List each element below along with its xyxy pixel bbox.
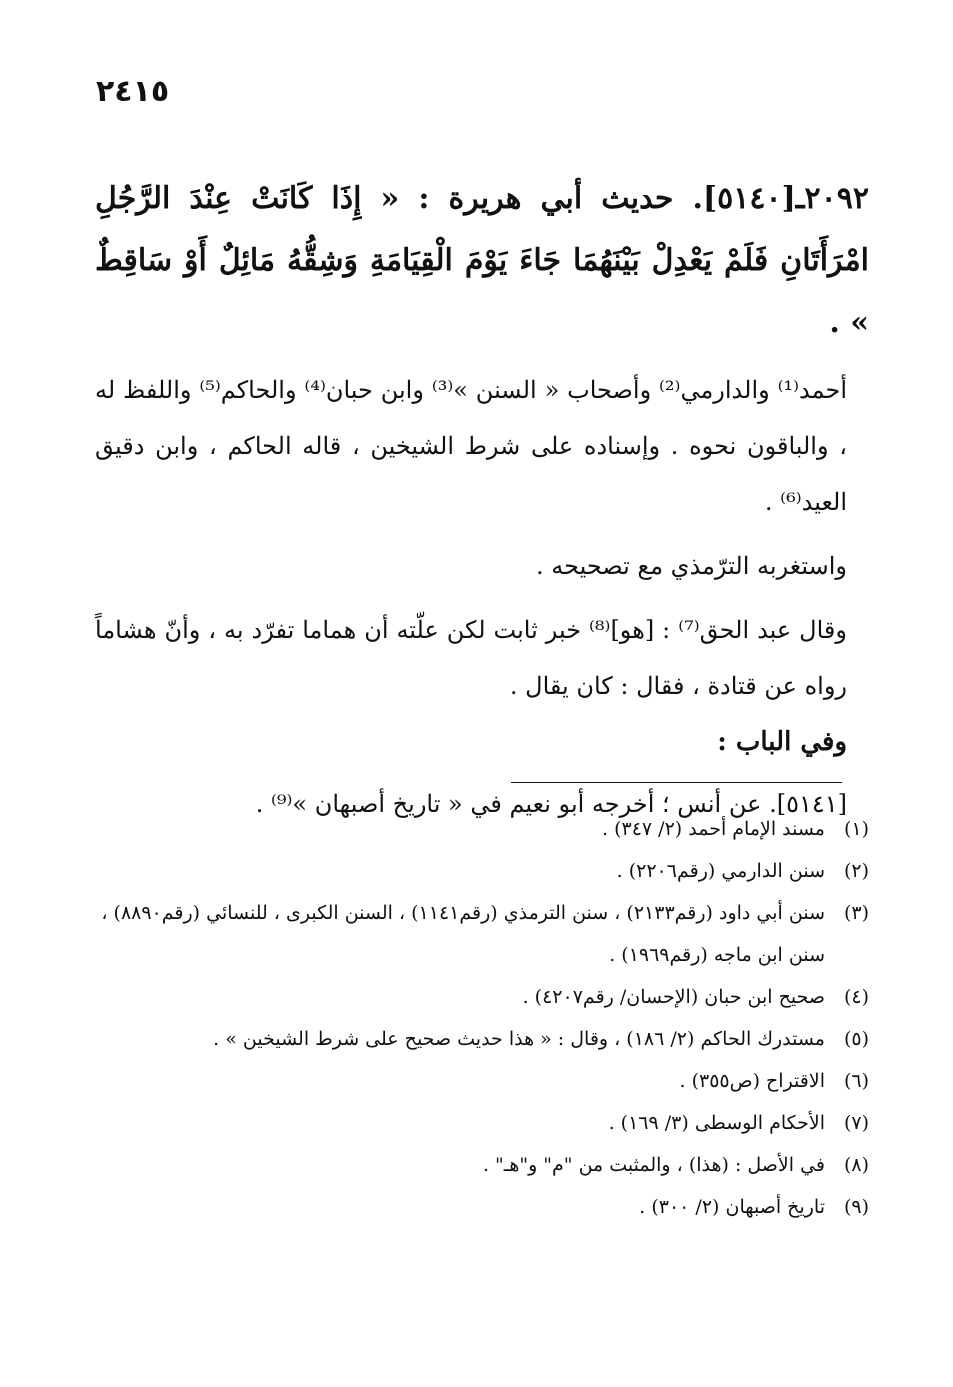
footnote	[89, 976, 869, 1018]
footnote-text: تاريخ أصبهان (٢/ ٣٠٠) .	[639, 1196, 825, 1218]
footnote-number: (٣)	[843, 902, 869, 924]
paragraph: أحمد⁽¹⁾ والدارمي⁽²⁾ وأصحاب « السنن »⁽³⁾ وابن حبان⁽⁴⁾ والحاكم⁽⁵⁾ واللفظ له ، والباقون نحوه . وإسناده على شرط الشيخين ، قاله الحاكم ، وابن دقيق العيد⁽⁶⁾ .	[95, 376, 847, 516]
section-heading: وفي الباب :	[717, 727, 847, 757]
paragraph: وقال عبد الحق⁽⁷⁾ : [هو]⁽⁸⁾ خبر ثابت لكن علّته أن هماما تفرّد به ، وأنّ هشاماً رواه عن قتادة ، فقال : كان يقال .	[95, 616, 847, 700]
section-entry: [٥١٤١]. عن أنس ؛ أخرجه أبو نعيم في « تاريخ أصبهان »⁽⁹⁾ .	[255, 790, 847, 818]
footnote-text: سنن الدارمي (رقم٢٢٠٦) .	[616, 860, 825, 882]
footnote	[89, 892, 869, 976]
hadith-heading: ٢٠٩٢ـ[٥١٤٠]. حديث أبي هريرة : « إِذَا كَانَتْ عِنْدَ الرَّجُلِ امْرَأَتَانِ فَلَمْ يَعْدِلْ بَيْنَهُمَا جَاءَ يَوْمَ الْقِيَامَةِ وَشِقُّهُ مَائِلٌ أَوْ سَاقِطٌ » .	[95, 181, 869, 340]
footnote-number: (٦)	[843, 1070, 869, 1092]
page-number: ٢٤١٥	[96, 74, 170, 109]
footnote-number: (٩)	[843, 1196, 869, 1218]
footnote-text: صحيح ابن حبان (الإحسان/ رقم٤٢٠٧) .	[522, 986, 825, 1008]
footnote-number: (٨)	[843, 1154, 869, 1176]
footnote-text: الأحكام الوسطى (٣/ ١٦٩) .	[608, 1112, 825, 1134]
footnote	[89, 1060, 869, 1102]
footnote	[89, 850, 869, 892]
footnote-text: مستدرك الحاكم (٢/ ١٨٦) ، وقال : « هذا حديث صحيح على شرط الشيخين » .	[213, 1028, 825, 1050]
footnote	[89, 1144, 869, 1186]
footnote-number: (٥)	[843, 1028, 869, 1050]
footnote-text: سنن أبي داود (رقم٢١٣٣) ، سنن الترمذي (رقم١١٤١) ، السنن الكبرى ، للنسائي (رقم٨٨٩٠) ، سنن ابن ماجه (رقم١٩٦٩) .	[101, 902, 825, 966]
paragraph: واستغربه الترّمذي مع تصحيحه .	[535, 552, 847, 580]
footnote	[89, 808, 869, 850]
footnote-text: مسند الإمام أحمد (٢/ ٣٤٧) .	[602, 818, 825, 840]
footnote-divider	[511, 782, 842, 783]
main-text	[95, 168, 869, 832]
footnote-number: (١)	[843, 818, 869, 840]
footnote	[89, 1102, 869, 1144]
footnote-number: (٧)	[843, 1112, 869, 1134]
footnote-text: الاقتراح (ص٣٥٥) .	[679, 1070, 825, 1092]
footnote-number: (٢)	[843, 860, 869, 882]
footnote-number: (٤)	[843, 986, 869, 1008]
footnote	[89, 1186, 869, 1228]
footnotes	[89, 808, 869, 1228]
footnote	[89, 1018, 869, 1060]
footnote-text: في الأصل : (هذا) ، والمثبت من "م" و"هـ" .	[482, 1154, 825, 1176]
